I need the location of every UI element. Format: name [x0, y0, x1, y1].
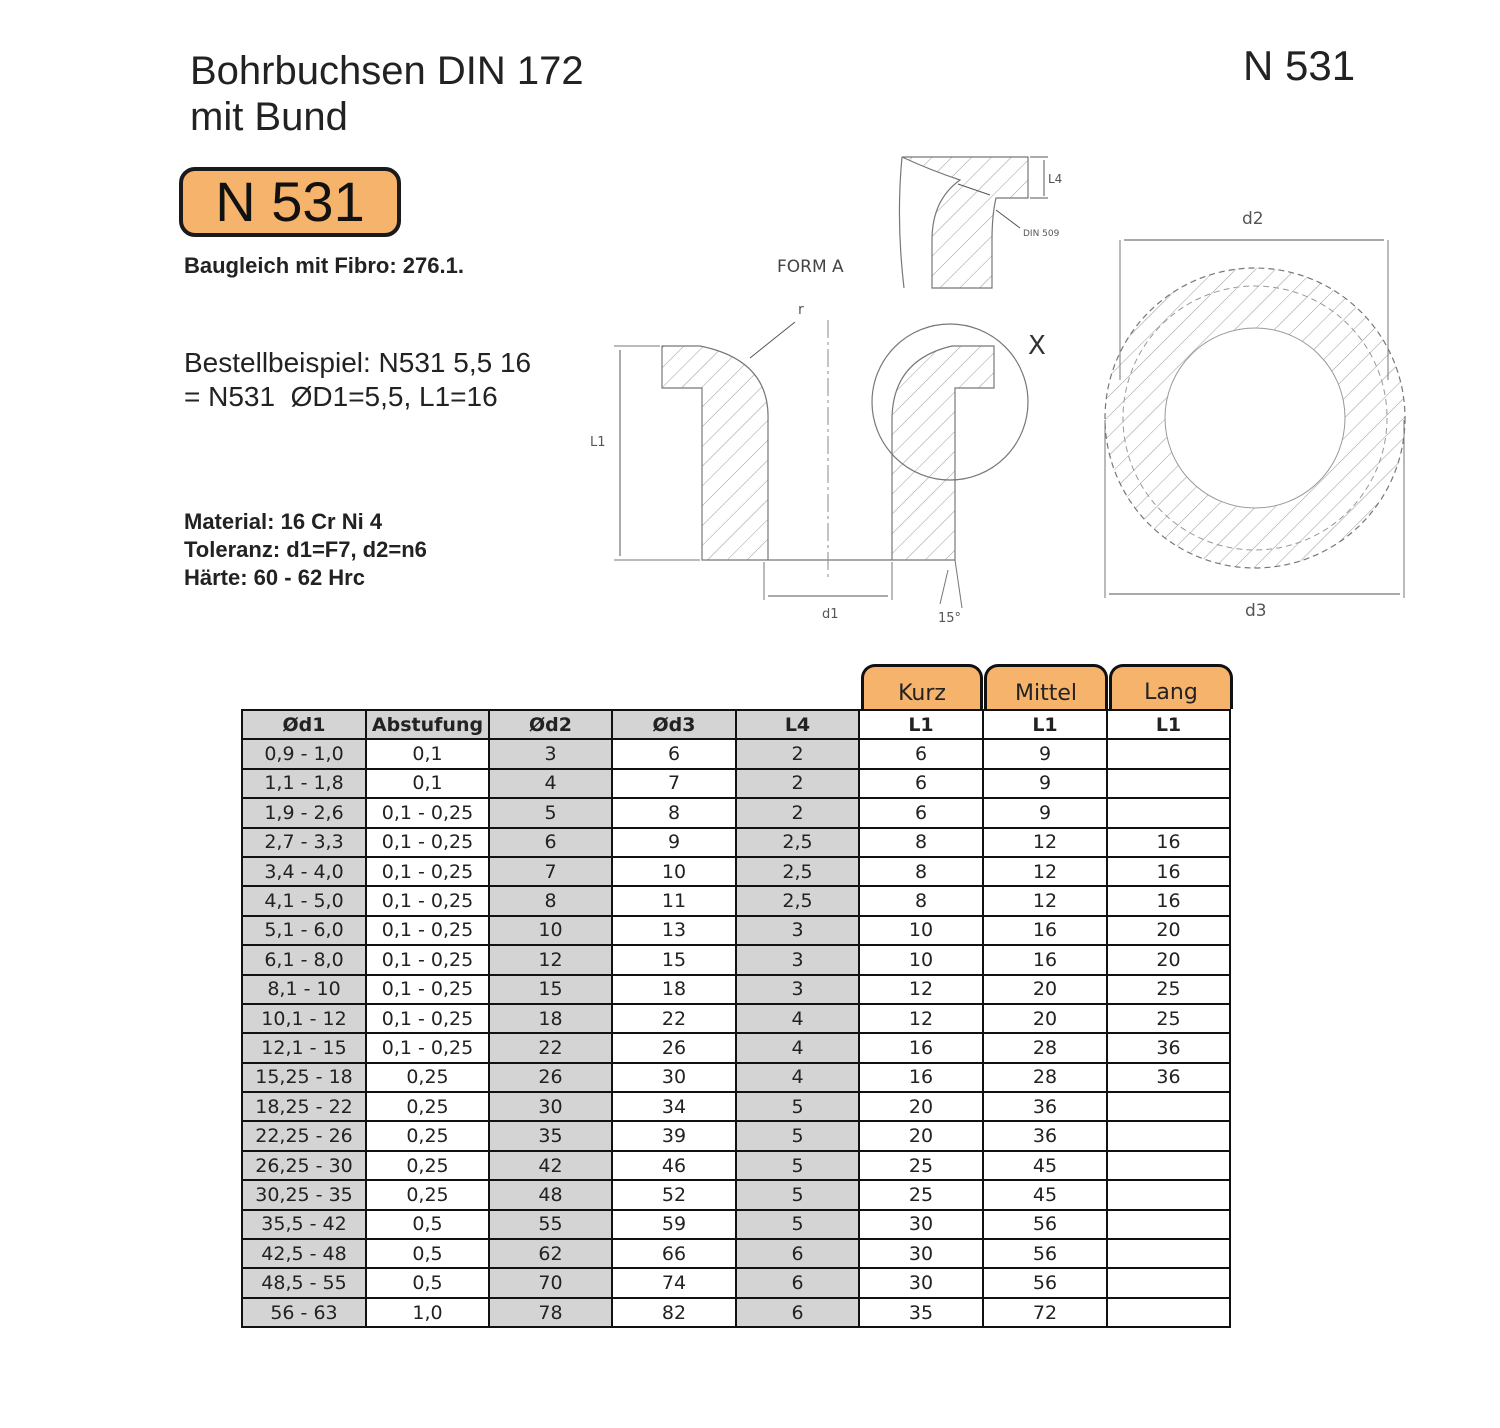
cell-col-d3: 7	[612, 769, 736, 798]
cell-col-l4: 6	[736, 1298, 859, 1327]
cell-col-d2: 42	[489, 1151, 612, 1180]
table-row	[242, 1268, 1230, 1297]
cell-col-d2: 22	[489, 1033, 612, 1062]
cell-col-l1-kurz: 6	[859, 769, 983, 798]
cell-col-d2: 35	[489, 1121, 612, 1150]
cell-col-abstufung: 0,5	[366, 1239, 489, 1268]
cell-col-abstufung: 0,25	[366, 1151, 489, 1180]
cell-col-d3: 59	[612, 1210, 736, 1239]
cell-col-d2: 5	[489, 798, 612, 827]
cell-col-abstufung: 0,1 - 0,25	[366, 945, 489, 974]
tolerance-line: Toleranz: d1=F7, d2=n6	[184, 537, 427, 562]
cell-col-d2: 3	[489, 739, 612, 768]
cell-col-abstufung: 0,1 - 0,25	[366, 828, 489, 857]
cell-col-d1: 18,25 - 22	[242, 1092, 366, 1121]
cell-col-l4: 5	[736, 1121, 859, 1150]
cell-col-abstufung: 0,25	[366, 1092, 489, 1121]
label-d3: d3	[1245, 601, 1267, 621]
cell-col-d2: 15	[489, 975, 612, 1004]
header-col-l1-lang: L1	[1107, 710, 1230, 739]
cell-col-d2: 18	[489, 1004, 612, 1033]
table-row	[242, 857, 1230, 886]
cell-col-d3: 52	[612, 1180, 736, 1209]
table-row	[242, 1298, 1230, 1327]
cell-col-l1-kurz: 6	[859, 798, 983, 827]
tab-lang: Lang	[1109, 664, 1233, 709]
equivalent-note: Baugleich mit Fibro: 276.1.	[184, 253, 464, 278]
table-header-row	[242, 710, 1230, 739]
header-col-d2: Ød2	[489, 710, 612, 739]
cell-col-l1-mittel: 12	[983, 886, 1107, 915]
cell-col-l1-kurz: 20	[859, 1092, 983, 1121]
label-angle: 15°	[938, 611, 962, 626]
cell-col-d1: 48,5 - 55	[242, 1268, 366, 1297]
cell-col-l1-mittel: 9	[983, 798, 1107, 827]
cell-col-d3: 30	[612, 1063, 736, 1092]
cell-col-d3: 18	[612, 975, 736, 1004]
cell-col-l1-mittel: 12	[983, 828, 1107, 857]
cell-col-l1-kurz: 10	[859, 945, 983, 974]
cell-col-l1-lang: 16	[1107, 857, 1230, 886]
cell-col-l1-lang: 36	[1107, 1033, 1230, 1062]
cell-col-d1: 22,25 - 26	[242, 1121, 366, 1150]
cell-col-l1-lang	[1107, 1180, 1230, 1209]
table-row	[242, 1151, 1230, 1180]
cell-col-l1-mittel: 9	[983, 769, 1107, 798]
table-row	[242, 1180, 1230, 1209]
cell-col-abstufung: 0,25	[366, 1121, 489, 1150]
cell-col-l1-lang	[1107, 1239, 1230, 1268]
table-row	[242, 886, 1230, 915]
cell-col-l4: 2,5	[736, 857, 859, 886]
cell-col-l1-mittel: 56	[983, 1239, 1107, 1268]
cell-col-d1: 3,4 - 4,0	[242, 857, 366, 886]
cell-col-d1: 0,9 - 1,0	[242, 739, 366, 768]
cell-col-l1-mittel: 28	[983, 1063, 1107, 1092]
cell-col-d1: 26,25 - 30	[242, 1151, 366, 1180]
cell-col-d2: 12	[489, 945, 612, 974]
cell-col-d2: 7	[489, 857, 612, 886]
cell-col-abstufung: 0,1 - 0,25	[366, 857, 489, 886]
cell-col-d3: 46	[612, 1151, 736, 1180]
header-col-d1: Ød1	[242, 710, 366, 739]
cell-col-l1-mittel: 20	[983, 975, 1107, 1004]
table-row	[242, 975, 1230, 1004]
cell-col-l1-lang	[1107, 1121, 1230, 1150]
order-example: Bestellbeispiel: N531 5,5 16 = N531 ØD1=5,5, L1=16	[184, 347, 532, 412]
cell-col-l1-kurz: 20	[859, 1121, 983, 1150]
table-row	[242, 798, 1230, 827]
cell-col-d3: 10	[612, 857, 736, 886]
material-properties	[184, 508, 427, 592]
cell-col-d3: 11	[612, 886, 736, 915]
cell-col-d2: 70	[489, 1268, 612, 1297]
table-row	[242, 1239, 1230, 1268]
header-col-l1-kurz: L1	[859, 710, 983, 739]
cell-col-l4: 5	[736, 1092, 859, 1121]
cell-col-d2: 48	[489, 1180, 612, 1209]
cell-col-d3: 66	[612, 1239, 736, 1268]
cell-col-l1-lang	[1107, 1298, 1230, 1327]
cell-col-d2: 8	[489, 886, 612, 915]
cell-col-d1: 5,1 - 6,0	[242, 916, 366, 945]
cell-col-d3: 39	[612, 1121, 736, 1150]
label-r: r	[798, 302, 804, 318]
cell-col-l1-mittel: 16	[983, 945, 1107, 974]
cell-col-l4: 6	[736, 1268, 859, 1297]
cell-col-l4: 2	[736, 739, 859, 768]
dimension-table	[241, 709, 1231, 1328]
cell-col-l4: 3	[736, 945, 859, 974]
table-row	[242, 1121, 1230, 1150]
cell-col-d1: 56 - 63	[242, 1298, 366, 1327]
cell-col-d1: 42,5 - 48	[242, 1239, 366, 1268]
label-d2: d2	[1242, 209, 1264, 229]
cell-col-l1-kurz: 16	[859, 1063, 983, 1092]
cell-col-d3: 22	[612, 1004, 736, 1033]
cell-col-l4: 5	[736, 1210, 859, 1239]
tab-kurz: Kurz	[861, 664, 983, 709]
cell-col-l1-lang: 16	[1107, 828, 1230, 857]
cell-col-l1-lang: 20	[1107, 916, 1230, 945]
table-row	[242, 916, 1230, 945]
table-row	[242, 1092, 1230, 1121]
cell-col-l4: 5	[736, 1151, 859, 1180]
cell-col-l1-mittel: 28	[983, 1033, 1107, 1062]
cell-col-l4: 4	[736, 1063, 859, 1092]
cell-col-l1-mittel: 9	[983, 739, 1107, 768]
table-row	[242, 1033, 1230, 1062]
cell-col-d3: 34	[612, 1092, 736, 1121]
header-col-l4: L4	[736, 710, 859, 739]
cell-col-l1-mittel: 56	[983, 1210, 1107, 1239]
label-x: X	[1028, 331, 1046, 361]
cell-col-l1-lang: 25	[1107, 975, 1230, 1004]
cell-col-l4: 3	[736, 975, 859, 1004]
cell-col-abstufung: 0,1 - 0,25	[366, 916, 489, 945]
cell-col-l1-kurz: 30	[859, 1210, 983, 1239]
tab-mittel: Mittel	[984, 664, 1108, 709]
cell-col-abstufung: 1,0	[366, 1298, 489, 1327]
table-row	[242, 739, 1230, 768]
cell-col-abstufung: 0,5	[366, 1268, 489, 1297]
product-badge: N 531	[179, 167, 401, 237]
cell-col-d2: 26	[489, 1063, 612, 1092]
cell-col-l4: 2	[736, 769, 859, 798]
cell-col-d1: 4,1 - 5,0	[242, 886, 366, 915]
cell-col-l1-mittel: 20	[983, 1004, 1107, 1033]
cell-col-d3: 9	[612, 828, 736, 857]
cell-col-abstufung: 0,1 - 0,25	[366, 886, 489, 915]
technical-drawing	[580, 150, 1420, 630]
title-line-1: Bohrbuchsen DIN 172	[190, 49, 584, 93]
cell-col-l4: 5	[736, 1180, 859, 1209]
cell-col-l4: 6	[736, 1239, 859, 1268]
label-l4: L4	[1048, 172, 1063, 186]
cell-col-l1-mittel: 36	[983, 1121, 1107, 1150]
cell-col-l1-lang	[1107, 739, 1230, 768]
cell-col-d3: 13	[612, 916, 736, 945]
cell-col-l1-mittel: 45	[983, 1151, 1107, 1180]
cell-col-l1-kurz: 25	[859, 1180, 983, 1209]
table-row	[242, 1004, 1230, 1033]
cell-col-d2: 6	[489, 828, 612, 857]
cell-col-abstufung: 0,1 - 0,25	[366, 798, 489, 827]
cell-col-l1-kurz: 8	[859, 828, 983, 857]
cell-col-d2: 10	[489, 916, 612, 945]
cell-col-d2: 55	[489, 1210, 612, 1239]
cell-col-l1-mittel: 72	[983, 1298, 1107, 1327]
document-title	[190, 48, 584, 140]
cell-col-d1: 30,25 - 35	[242, 1180, 366, 1209]
cell-col-l1-mittel: 12	[983, 857, 1107, 886]
cell-col-abstufung: 0,25	[366, 1063, 489, 1092]
cell-col-d1: 1,9 - 2,6	[242, 798, 366, 827]
cell-col-d2: 62	[489, 1239, 612, 1268]
cell-col-l1-mittel: 36	[983, 1092, 1107, 1121]
cell-col-abstufung: 0,1 - 0,25	[366, 1004, 489, 1033]
cell-col-l1-kurz: 8	[859, 886, 983, 915]
cell-col-l1-lang: 36	[1107, 1063, 1230, 1092]
cell-col-d1: 2,7 - 3,3	[242, 828, 366, 857]
cell-col-l1-lang	[1107, 1268, 1230, 1297]
cell-col-l4: 3	[736, 916, 859, 945]
table-row	[242, 769, 1230, 798]
cell-col-l1-kurz: 10	[859, 916, 983, 945]
cell-col-d2: 30	[489, 1092, 612, 1121]
cell-col-d3: 26	[612, 1033, 736, 1062]
cell-col-l1-lang	[1107, 769, 1230, 798]
cell-col-l1-kurz: 30	[859, 1268, 983, 1297]
cell-col-d1: 35,5 - 42	[242, 1210, 366, 1239]
cell-col-l4: 4	[736, 1033, 859, 1062]
cell-col-l1-lang	[1107, 1151, 1230, 1180]
cell-col-l1-mittel: 16	[983, 916, 1107, 945]
label-din: DIN 509	[1023, 229, 1060, 239]
title-line-2: mit Bund	[190, 95, 348, 139]
cell-col-d3: 8	[612, 798, 736, 827]
cell-col-d1: 15,25 - 18	[242, 1063, 366, 1092]
table-row	[242, 945, 1230, 974]
hardness-line: Härte: 60 - 62 Hrc	[184, 565, 365, 590]
cell-col-l1-kurz: 35	[859, 1298, 983, 1327]
table-row	[242, 828, 1230, 857]
cell-col-d1: 1,1 - 1,8	[242, 769, 366, 798]
header-col-l1-mittel: L1	[983, 710, 1107, 739]
label-form: FORM A	[777, 257, 844, 277]
cell-col-l1-lang: 25	[1107, 1004, 1230, 1033]
cell-col-l4: 4	[736, 1004, 859, 1033]
cell-col-l4: 2,5	[736, 886, 859, 915]
cell-col-l1-lang: 20	[1107, 945, 1230, 974]
cell-col-d3: 15	[612, 945, 736, 974]
table-row	[242, 1210, 1230, 1239]
cell-col-l1-kurz: 30	[859, 1239, 983, 1268]
cell-col-l1-kurz: 6	[859, 739, 983, 768]
cell-col-d1: 6,1 - 8,0	[242, 945, 366, 974]
header-col-abstufung: Abstufung	[366, 710, 489, 739]
cell-col-l1-lang	[1107, 798, 1230, 827]
cell-col-abstufung: 0,1 - 0,25	[366, 975, 489, 1004]
cell-col-abstufung: 0,1	[366, 739, 489, 768]
cell-col-l1-kurz: 25	[859, 1151, 983, 1180]
material-line: Material: 16 Cr Ni 4	[184, 509, 383, 534]
cell-col-l1-lang: 16	[1107, 886, 1230, 915]
cell-col-l1-kurz: 16	[859, 1033, 983, 1062]
product-code: N 531	[1243, 42, 1356, 89]
cell-col-l4: 2,5	[736, 828, 859, 857]
cell-col-abstufung: 0,5	[366, 1210, 489, 1239]
cell-col-d2: 78	[489, 1298, 612, 1327]
cell-col-d2: 4	[489, 769, 612, 798]
cell-col-abstufung: 0,1	[366, 769, 489, 798]
cell-col-l4: 2	[736, 798, 859, 827]
cell-col-l1-kurz: 8	[859, 857, 983, 886]
cell-col-l1-mittel: 45	[983, 1180, 1107, 1209]
cell-col-d1: 8,1 - 10	[242, 975, 366, 1004]
cell-col-l1-lang	[1107, 1210, 1230, 1239]
cell-col-l1-mittel: 56	[983, 1268, 1107, 1297]
cell-col-d3: 6	[612, 739, 736, 768]
cell-col-l1-lang	[1107, 1092, 1230, 1121]
header-col-d3: Ød3	[612, 710, 736, 739]
cell-col-d1: 10,1 - 12	[242, 1004, 366, 1033]
label-l1: L1	[590, 435, 606, 450]
label-d1: d1	[822, 607, 839, 622]
cell-col-abstufung: 0,25	[366, 1180, 489, 1209]
cell-col-l1-kurz: 12	[859, 975, 983, 1004]
table-row	[242, 1063, 1230, 1092]
cell-col-d1: 12,1 - 15	[242, 1033, 366, 1062]
cell-col-abstufung: 0,1 - 0,25	[366, 1033, 489, 1062]
cell-col-d3: 82	[612, 1298, 736, 1327]
cell-col-d3: 74	[612, 1268, 736, 1297]
cell-col-l1-kurz: 12	[859, 1004, 983, 1033]
